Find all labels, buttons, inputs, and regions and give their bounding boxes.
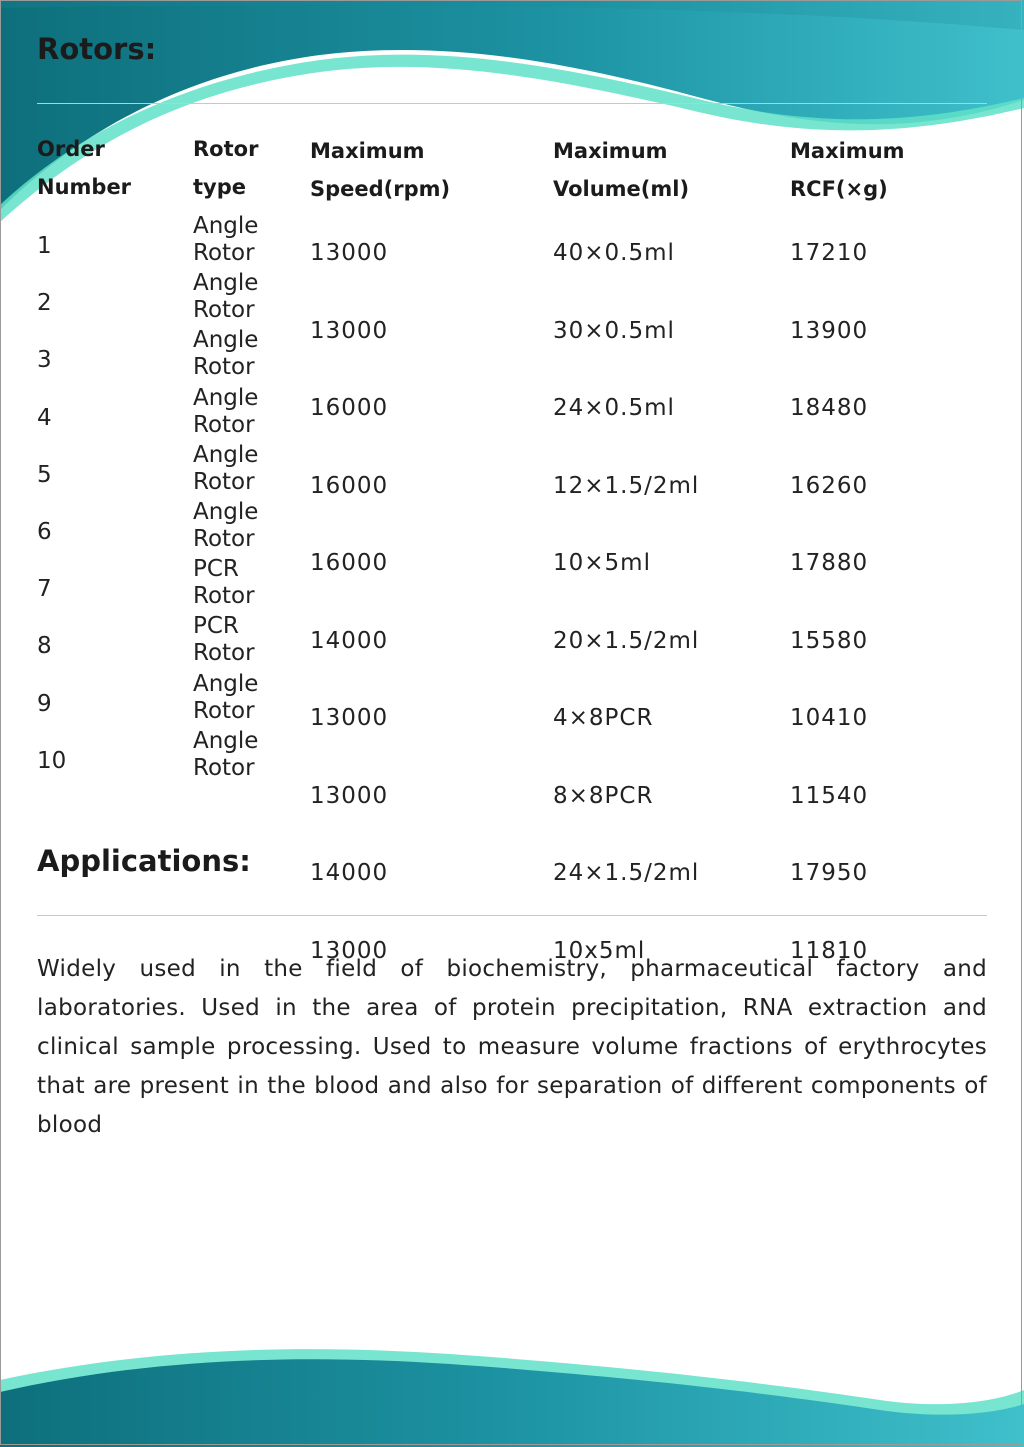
rcf-cell: 10410	[790, 705, 869, 731]
order-number-cell: 7	[37, 576, 52, 603]
header-max-rcf: Maximum RCF(×g)	[790, 139, 905, 201]
rotor-type-cell: Angle Rotor	[193, 670, 259, 724]
header-max-speed: Maximum Speed(rpm)	[310, 139, 451, 201]
rcf-cell: 17210	[790, 240, 869, 266]
rotor-type-cell: Angle Rotor	[193, 384, 259, 438]
order-number-cell: 6	[37, 518, 52, 545]
order-number-cell: 2	[37, 290, 52, 317]
header-order-number: Order Number	[37, 137, 132, 199]
volume-cell: 20×1.5/2ml	[553, 627, 700, 654]
volume-cell: 10x5ml	[553, 937, 646, 964]
rotor-type-cell: Angle Rotor	[193, 498, 259, 552]
rotor-type-cell: Angle Rotor	[193, 727, 259, 781]
applications-title: Applications:	[37, 844, 251, 878]
applications-text: Widely used in the field of biochemistry, pharmaceutical factory and laboratories. Used in the area of protein precipitation, RNA extraction and clinical sample processing. Used to measure volume fractions of erythrocytes that are present in the blood and also for separation of different components of blood	[37, 956, 987, 1138]
order-number-cell: 3	[37, 347, 52, 374]
speed-cell: 14000	[310, 627, 389, 654]
rotor-type-cell: Angle Rotor	[193, 441, 259, 495]
rcf-cell: 17880	[790, 550, 869, 576]
speed-cell: 13000	[310, 937, 389, 964]
order-number-cell: 1	[37, 233, 52, 259]
volume-cell: 12×1.5/2ml	[553, 472, 700, 499]
volume-cell: 30×0.5ml	[553, 317, 675, 344]
speed-cell: 13000	[310, 240, 389, 266]
rotors-divider	[37, 103, 987, 104]
order-number-column	[37, 224, 66, 796]
speed-cell: 14000	[310, 860, 389, 886]
speed-cell: 16000	[310, 550, 389, 576]
header-rotor-type: Rotor type	[193, 137, 259, 199]
volume-cell: 24×0.5ml	[553, 395, 675, 421]
rcf-cell: 16260	[790, 472, 869, 499]
order-number-cell: 5	[37, 461, 52, 488]
rotor-type-column	[193, 213, 258, 785]
rotor-type-cell: Angle Rotor	[193, 327, 259, 381]
order-number-cell: 4	[37, 404, 52, 431]
speed-cell: 16000	[310, 472, 389, 499]
rotors-title: Rotors:	[37, 32, 157, 66]
volume-cell: 40×0.5ml	[553, 240, 675, 266]
rcf-cell: 13900	[790, 317, 869, 344]
max-rcf-column	[790, 234, 868, 962]
rcf-cell: 18480	[790, 395, 869, 421]
speed-cell: 13000	[310, 705, 389, 731]
speed-cell: 13000	[310, 317, 389, 344]
rcf-cell: 11540	[790, 782, 869, 809]
volume-cell: 8×8PCR	[553, 782, 654, 809]
order-number-cell: 9	[37, 690, 52, 717]
rotor-type-cell: PCR Rotor	[193, 613, 255, 667]
volume-cell: 10×5ml	[553, 550, 651, 576]
rotor-type-cell: Angle Rotor	[193, 270, 259, 324]
header-max-volume: Maximum Volume(ml)	[553, 139, 690, 201]
volume-cell: 4×8PCR	[553, 705, 654, 731]
rotor-type-cell: Angle Rotor	[193, 213, 259, 266]
rcf-cell: 15580	[790, 627, 869, 654]
applications-divider	[37, 915, 987, 916]
speed-cell: 13000	[310, 782, 389, 809]
order-number-cell: 10	[37, 747, 67, 774]
max-speed-column	[310, 234, 388, 962]
speed-cell: 16000	[310, 395, 389, 421]
max-volume-column	[553, 234, 699, 962]
rcf-cell: 17950	[790, 860, 869, 886]
volume-cell: 24×1.5/2ml	[553, 860, 700, 886]
order-number-cell: 8	[37, 633, 52, 660]
rcf-cell: 11810	[790, 937, 869, 964]
rotor-type-cell: PCR Rotor	[193, 556, 255, 610]
